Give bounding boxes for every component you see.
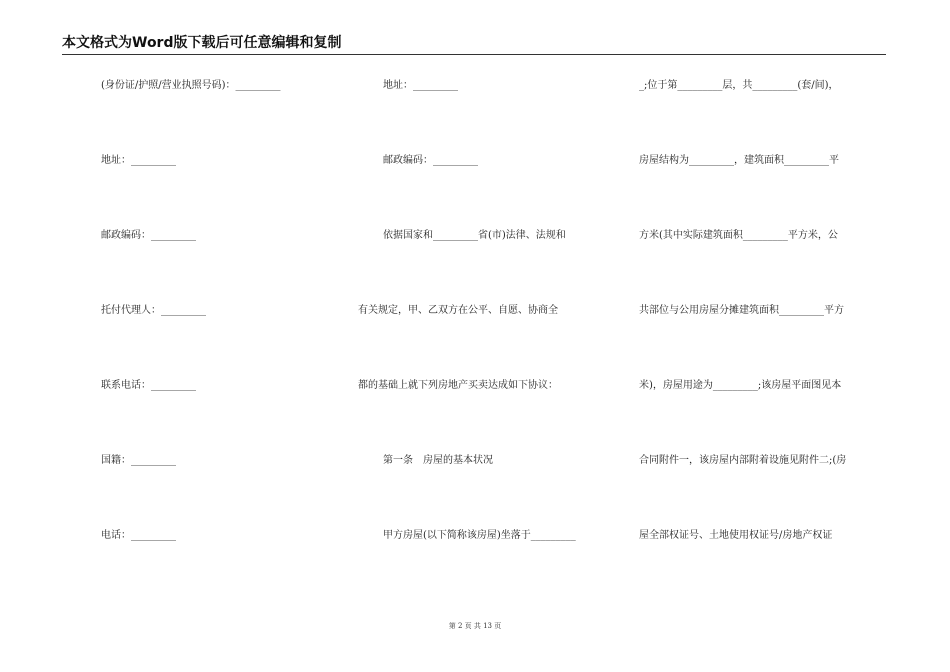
middle-line-address: 地址：_________ [383, 80, 458, 91]
right-line-attachments: 合同附件一，该房屋内部附着设施见附件二;(房 [639, 455, 847, 466]
middle-line-agreement: 都的基础上就下列房地产买卖达成如下协议： [358, 380, 558, 391]
header-title: 本文格式为Word版下载后可任意编辑和复制 [62, 35, 342, 51]
middle-line-postal-code: 邮政编码：_________ [383, 155, 478, 166]
left-line-postal-code: 邮政编码：_________ [101, 230, 196, 241]
left-line-id-number: (身份证/护照/营业执照号码)：_________ [101, 80, 281, 91]
middle-line-article-one: 第一条 房屋的基本状况 [383, 455, 493, 466]
middle-line-provisions: 有关规定，甲、乙双方在公平、自愿、协商全 [358, 305, 558, 316]
page-header [62, 34, 886, 55]
left-line-phone: 电话：_________ [101, 530, 176, 541]
right-line-actual-area: 方米(其中实际建筑面积_________平方米，公 [639, 230, 838, 241]
middle-line-laws: 依据国家和_________省(市)法律、法规和 [383, 230, 566, 241]
right-line-certificates: 屋全部权证号、土地使用权证号/房地产权证 [639, 530, 833, 541]
right-line-shared-area: 共部位与公用房屋分摊建筑面积_________平方 [639, 305, 844, 316]
left-line-agent: 托付代理人：_________ [101, 305, 206, 316]
left-line-address: 地址：_________ [101, 155, 176, 166]
right-line-usage: 米)，房屋用途为_________;该房屋平面图见本 [639, 380, 842, 391]
middle-line-location: 甲方房屋(以下简称该房屋)坐落于_________ [383, 530, 576, 541]
page-number: 第 2 页 共 13 页 [448, 622, 502, 630]
right-line-floor: _;位于第_________层，共_________(套/间)， [639, 80, 839, 91]
left-line-contact-phone: 联系电话：_________ [101, 380, 196, 391]
left-line-nationality: 国籍：_________ [101, 455, 176, 466]
right-line-structure: 房屋结构为_________，建筑面积_________平 [639, 155, 839, 166]
